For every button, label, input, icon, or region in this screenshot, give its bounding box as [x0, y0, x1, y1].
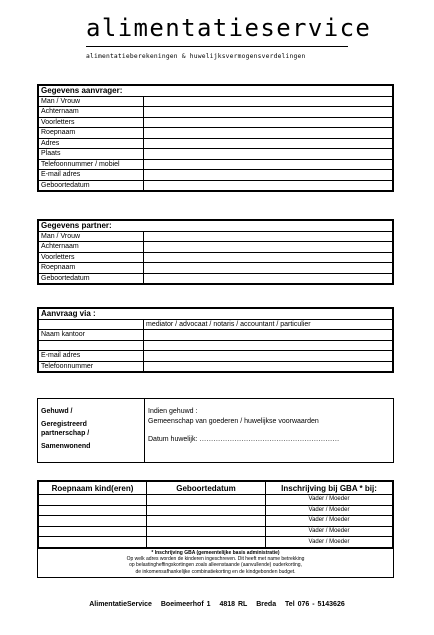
- section-aanvrager: [37, 84, 394, 192]
- footer-city: Breda: [256, 601, 277, 608]
- field-label: Adres: [39, 138, 144, 149]
- form-row: [39, 170, 393, 181]
- kind-geboortedatum-input[interactable]: [147, 505, 266, 516]
- field-label: Achternaam: [39, 242, 144, 253]
- col-geboortedatum: Geboortedatum: [147, 482, 266, 495]
- field-label: Telefoonnummer / mobiel: [39, 159, 144, 170]
- section-heading: Aanvraag via :: [39, 309, 393, 320]
- form-row: [39, 138, 393, 149]
- field-input[interactable]: [144, 231, 393, 242]
- indien-gehuwd-label: Indien gehuwd :: [148, 408, 198, 415]
- table-row: [39, 537, 393, 548]
- field-input[interactable]: [144, 273, 393, 284]
- form-row: [39, 159, 393, 170]
- gba-vader-moeder[interactable]: Vader / Moeder: [266, 516, 393, 527]
- kind-roepnaam-input[interactable]: [39, 537, 147, 548]
- field-input[interactable]: [144, 149, 393, 160]
- form-row: [39, 252, 393, 263]
- kind-roepnaam-input[interactable]: [39, 526, 147, 537]
- field-label: Man / Vrouw: [39, 96, 144, 107]
- field-input[interactable]: [144, 351, 393, 362]
- datum-huwelijk-field[interactable]: Datum huwelijk: ……………………………………………………: [148, 436, 340, 443]
- form-row: [39, 149, 393, 160]
- field-label: Voorletters: [39, 252, 144, 263]
- form-row: [39, 117, 393, 128]
- gba-vader-moeder[interactable]: Vader / Moeder: [266, 526, 393, 537]
- form-row: [39, 231, 393, 242]
- field-input[interactable]: [144, 252, 393, 263]
- kind-geboortedatum-input[interactable]: [147, 537, 266, 548]
- section-heading: Gegevens partner:: [39, 221, 393, 232]
- brand-title: alimentatieservice: [86, 14, 372, 42]
- option-gehuwd[interactable]: Gehuwd /: [41, 408, 73, 415]
- field-label: Roepnaam: [39, 128, 144, 139]
- kind-geboortedatum-input[interactable]: [147, 526, 266, 537]
- option-samenwonend[interactable]: Samenwonend: [41, 443, 91, 450]
- field-input[interactable]: [144, 340, 393, 351]
- kind-roepnaam-input[interactable]: [39, 516, 147, 527]
- field-input[interactable]: [144, 361, 393, 372]
- field-label: Naam kantoor: [39, 330, 144, 341]
- status-options: [41, 407, 90, 455]
- gba-footnote: [38, 548, 393, 577]
- gba-vader-moeder[interactable]: Vader / Moeder: [266, 495, 393, 506]
- footnote-line: * Inschrijving GBA (gemeentelijke basis administratie): [151, 549, 280, 556]
- kind-roepnaam-input[interactable]: [39, 495, 147, 506]
- field-label: Geboortedatum: [39, 180, 144, 191]
- form-row: [39, 351, 393, 362]
- col-roepnaam: Roepnaam kind(eren): [39, 482, 147, 495]
- kind-geboortedatum-input[interactable]: [147, 495, 266, 506]
- option-geregistreerd-line1: Geregistreerd: [41, 421, 87, 428]
- field-input[interactable]: [144, 128, 393, 139]
- section-heading: Gegevens aanvrager:: [39, 86, 393, 97]
- section-heading-row: [39, 86, 393, 97]
- field-label: E-mail adres: [39, 170, 144, 181]
- field-label: Man / Vrouw: [39, 231, 144, 242]
- kind-roepnaam-input[interactable]: [39, 505, 147, 516]
- kind-geboortedatum-input[interactable]: [147, 516, 266, 527]
- field-label: Plaats: [39, 149, 144, 160]
- footer-postcode: 4818 RL: [219, 601, 248, 608]
- table-row: [39, 505, 393, 516]
- form-row: [39, 180, 393, 191]
- form-row: [39, 96, 393, 107]
- field-label: Geboortedatum: [39, 273, 144, 284]
- status-details: [148, 407, 339, 445]
- form-row: [39, 361, 393, 372]
- form-row: [39, 107, 393, 118]
- field-input[interactable]: [144, 263, 393, 274]
- footnote-line: Op welk adres worden de kinderen ingeschreven. Dit heeft met name betrekking: [126, 556, 305, 563]
- via-options[interactable]: mediator / advocaat / notaris / accountant / particulier: [144, 319, 393, 330]
- field-label: Achternaam: [39, 107, 144, 118]
- table-row: [39, 526, 393, 537]
- field-input[interactable]: [144, 242, 393, 253]
- gemeenschap-options[interactable]: Gemeenschap van goederen / huwelijkse voorwaarden: [148, 418, 319, 425]
- col-gba: Inschrijving bij GBA * bij:: [266, 482, 393, 495]
- form-row: [39, 330, 393, 341]
- gba-vader-moeder[interactable]: Vader / Moeder: [266, 505, 393, 516]
- option-geregistreerd[interactable]: [41, 420, 90, 438]
- option-geregistreerd-line2: partnerschap /: [41, 430, 90, 437]
- field-input[interactable]: [144, 170, 393, 181]
- field-input[interactable]: [144, 330, 393, 341]
- field-input[interactable]: [144, 180, 393, 191]
- gba-vader-moeder[interactable]: Vader / Moeder: [266, 537, 393, 548]
- form-row: [39, 273, 393, 284]
- footer-phone: Tel 076 - 5143626: [285, 601, 345, 608]
- section-relatie-status: [37, 398, 394, 463]
- kids-header-row: [39, 482, 393, 495]
- footnote-line: op belastingheffingskortingen zoals alleenstaande (aanvullende) ouderkorting,: [129, 562, 302, 569]
- status-divider: [144, 399, 145, 462]
- footer-street: Boeimeerhof 1: [160, 601, 211, 608]
- field-input[interactable]: [144, 159, 393, 170]
- brand-rule: [86, 46, 348, 47]
- form-row: [39, 340, 393, 351]
- form-row: [39, 263, 393, 274]
- table-row: [39, 495, 393, 506]
- section-heading-row: [39, 221, 393, 232]
- section-heading-row: [39, 309, 393, 320]
- field-input[interactable]: [144, 96, 393, 107]
- field-label: [39, 319, 144, 330]
- footer-company: AlimentatieService: [89, 601, 152, 608]
- section-partner: [37, 219, 394, 285]
- form-row: [39, 128, 393, 139]
- form-row: [39, 319, 393, 330]
- field-label: [39, 340, 144, 351]
- field-label: Voorletters: [39, 117, 144, 128]
- section-kinderen: [37, 480, 394, 578]
- table-row: [39, 516, 393, 527]
- field-input[interactable]: [144, 117, 393, 128]
- field-label: E-mail adres: [39, 351, 144, 362]
- field-input[interactable]: [144, 138, 393, 149]
- field-input[interactable]: [144, 107, 393, 118]
- field-label: Telefoonnummer: [39, 361, 144, 372]
- section-aanvraag-via: [37, 307, 394, 373]
- page-footer: [0, 601, 434, 608]
- field-label: Roepnaam: [39, 263, 144, 274]
- footnote-line: de inkomensafhankelijke combinatiekorting en de kindgebonden budget.: [135, 568, 296, 575]
- brand-subtitle: alimentatieberekeningen & huwelijksvermogensverdelingen: [86, 53, 306, 60]
- form-row: [39, 242, 393, 253]
